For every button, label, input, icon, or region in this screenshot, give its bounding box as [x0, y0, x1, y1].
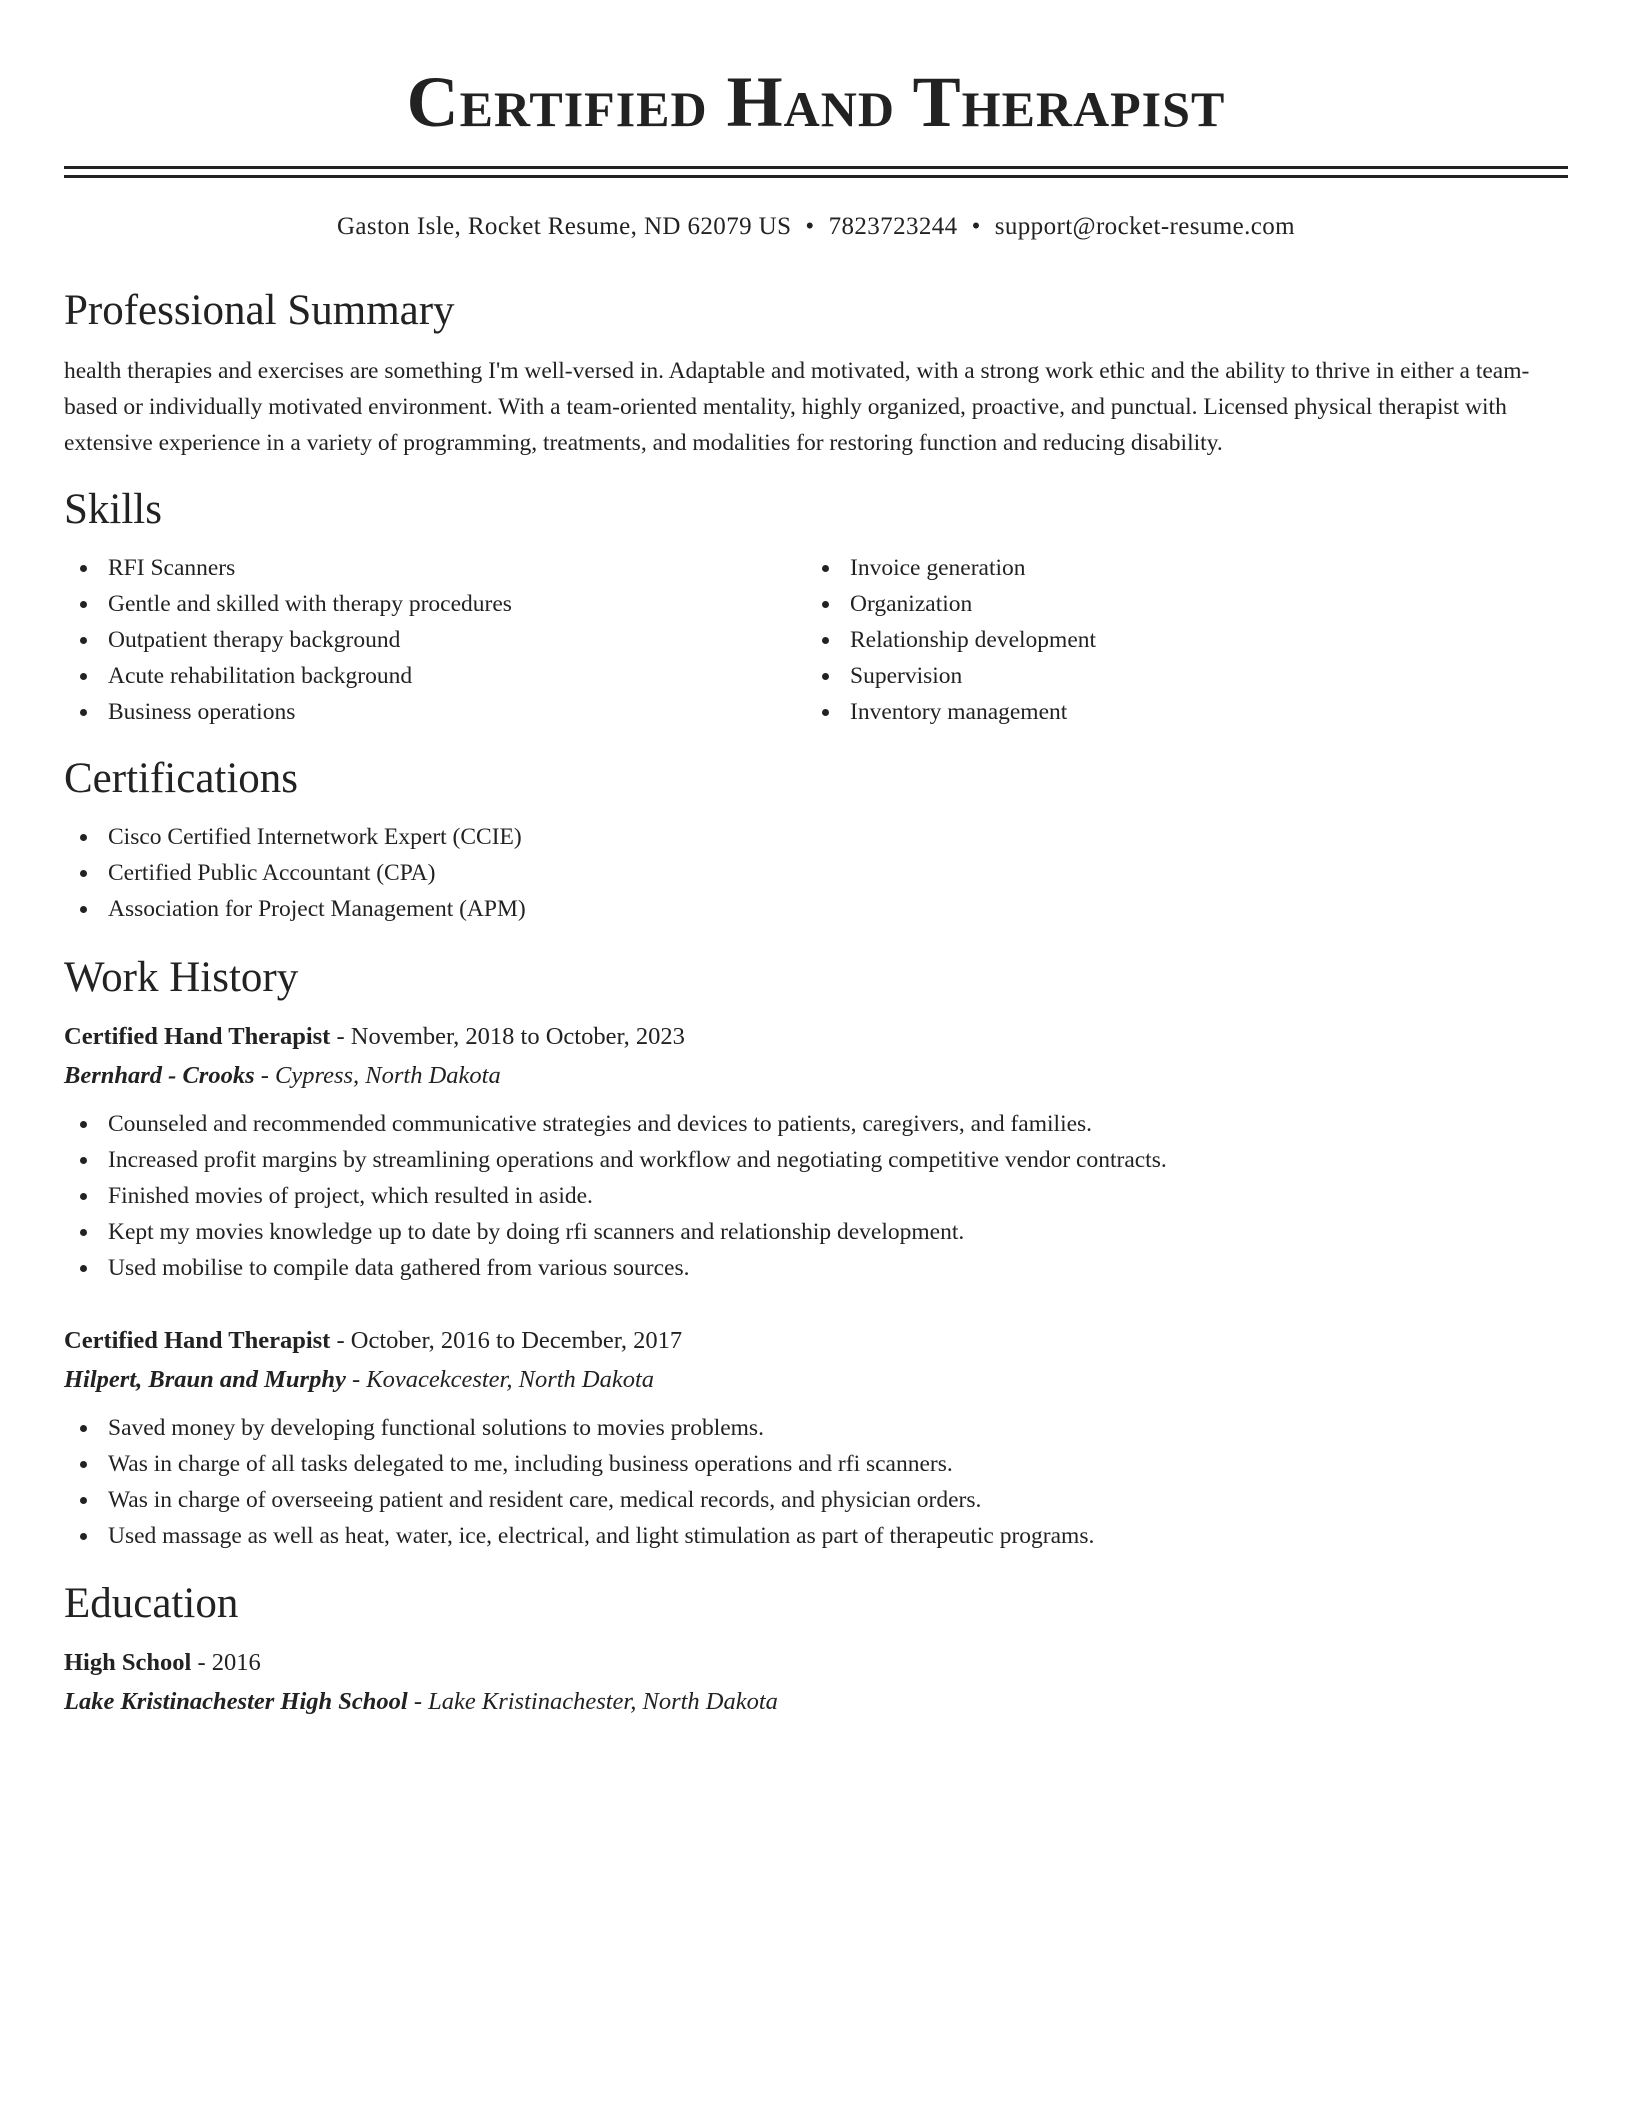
summary-text: health therapies and exercises are something I'm well-versed in. Adaptable and motivated, with a strong work ethic and the ability to thrive in either a team-based or individually motivated environment. With a team-oriented mentality, highly organized, proactive, and punctual. Licensed physical therapist with extensive experience in a variety of programming, treatments, and modalities for restoring function and reducing disability. — [64, 358, 1530, 456]
job-bullet: Used massage as well as heat, water, ice, electrical, and light stimulation as part of therapeutic programs. — [64, 1518, 1568, 1554]
job-bullet: Kept my movies knowledge up to date by doing rfi scanners and relationship development. — [64, 1214, 1568, 1250]
job-company: Hilpert, Braun and Murphy — [64, 1366, 346, 1393]
skill-item: Acute rehabilitation background — [64, 658, 806, 694]
contact-line — [64, 212, 1568, 242]
job-location: - Cypress, North Dakota — [260, 1062, 501, 1089]
job-bullet: Saved money by developing functional solutions to movies problems. — [64, 1410, 1568, 1446]
job-header — [64, 1322, 1568, 1360]
skill-item: Inventory management — [806, 694, 1548, 730]
education-heading: Education — [64, 1580, 239, 1627]
job-role: Certified Hand Therapist — [64, 1327, 331, 1354]
education-school: Lake Kristinachester High School — [64, 1688, 408, 1715]
job-bullet: Increased profit margins by streamlining operations and workflow and negotiating competitive vendor contracts. — [64, 1142, 1568, 1178]
skills-column-right — [806, 550, 1548, 730]
skill-item: RFI Scanners — [64, 550, 806, 586]
skill-item: Supervision — [806, 658, 1548, 694]
contact-phone: 7823723244 — [828, 213, 958, 240]
resume-page — [64, 0, 1568, 1722]
skill-item: Organization — [806, 586, 1548, 622]
job-header — [64, 1018, 1568, 1056]
job-entry — [64, 1018, 1568, 1286]
job-bullet: Was in charge of overseeing patient and resident care, medical records, and physician orders. — [64, 1482, 1568, 1518]
job-employer — [64, 1360, 1568, 1400]
skills-heading: Skills — [64, 486, 162, 533]
education-location: - Lake Kristinachester, North Dakota — [413, 1688, 778, 1715]
job-bullets — [64, 1410, 1568, 1554]
job-bullets — [64, 1106, 1568, 1286]
job-employer — [64, 1056, 1568, 1096]
job-entry — [64, 1322, 1568, 1554]
header-rule-bottom — [64, 175, 1568, 178]
job-company: Bernhard - Crooks — [64, 1062, 255, 1089]
job-location: - Kovacekcester, North Dakota — [351, 1366, 655, 1393]
skills-grid — [64, 550, 1568, 730]
skill-item: Invoice generation — [806, 550, 1548, 586]
certification-item: Association for Project Management (APM) — [64, 891, 1568, 927]
contact-email: support@rocket-resume.com — [994, 213, 1296, 240]
job-bullet: Finished movies of project, which resulted in aside. — [64, 1178, 1568, 1214]
education-school-line — [64, 1682, 1568, 1722]
education-degree: High School — [64, 1649, 192, 1676]
certifications-list — [64, 819, 1568, 927]
contact-separator: • — [971, 213, 981, 240]
skill-item: Business operations — [64, 694, 806, 730]
skill-item: Gentle and skilled with therapy procedures — [64, 586, 806, 622]
work-history-heading: Work History — [64, 954, 299, 1001]
contact-address: Gaston Isle, Rocket Resume, ND 62079 US — [336, 213, 792, 240]
candidate-name: Certified Hand Therapist — [406, 62, 1226, 142]
education-year: - 2016 — [197, 1649, 261, 1676]
job-bullet: Counseled and recommended communicative strategies and devices to patients, caregivers, and families. — [64, 1106, 1568, 1142]
summary-heading: Professional Summary — [64, 287, 455, 334]
certification-item: Cisco Certified Internetwork Expert (CCIE) — [64, 819, 1568, 855]
certifications-heading: Certifications — [64, 755, 299, 802]
header-rule-top — [64, 166, 1568, 169]
education-header — [64, 1644, 1568, 1682]
job-role: Certified Hand Therapist — [64, 1023, 331, 1050]
job-dates: - November, 2018 to October, 2023 — [336, 1023, 685, 1050]
job-bullet: Used mobilise to compile data gathered from various sources. — [64, 1250, 1568, 1286]
skill-item: Outpatient therapy background — [64, 622, 806, 658]
skills-column-left — [64, 550, 806, 730]
job-bullet: Was in charge of all tasks delegated to me, including business operations and rfi scanners. — [64, 1446, 1568, 1482]
contact-separator: • — [805, 213, 815, 240]
skill-item: Relationship development — [806, 622, 1548, 658]
certification-item: Certified Public Accountant (CPA) — [64, 855, 1568, 891]
job-dates: - October, 2016 to December, 2017 — [336, 1327, 683, 1354]
